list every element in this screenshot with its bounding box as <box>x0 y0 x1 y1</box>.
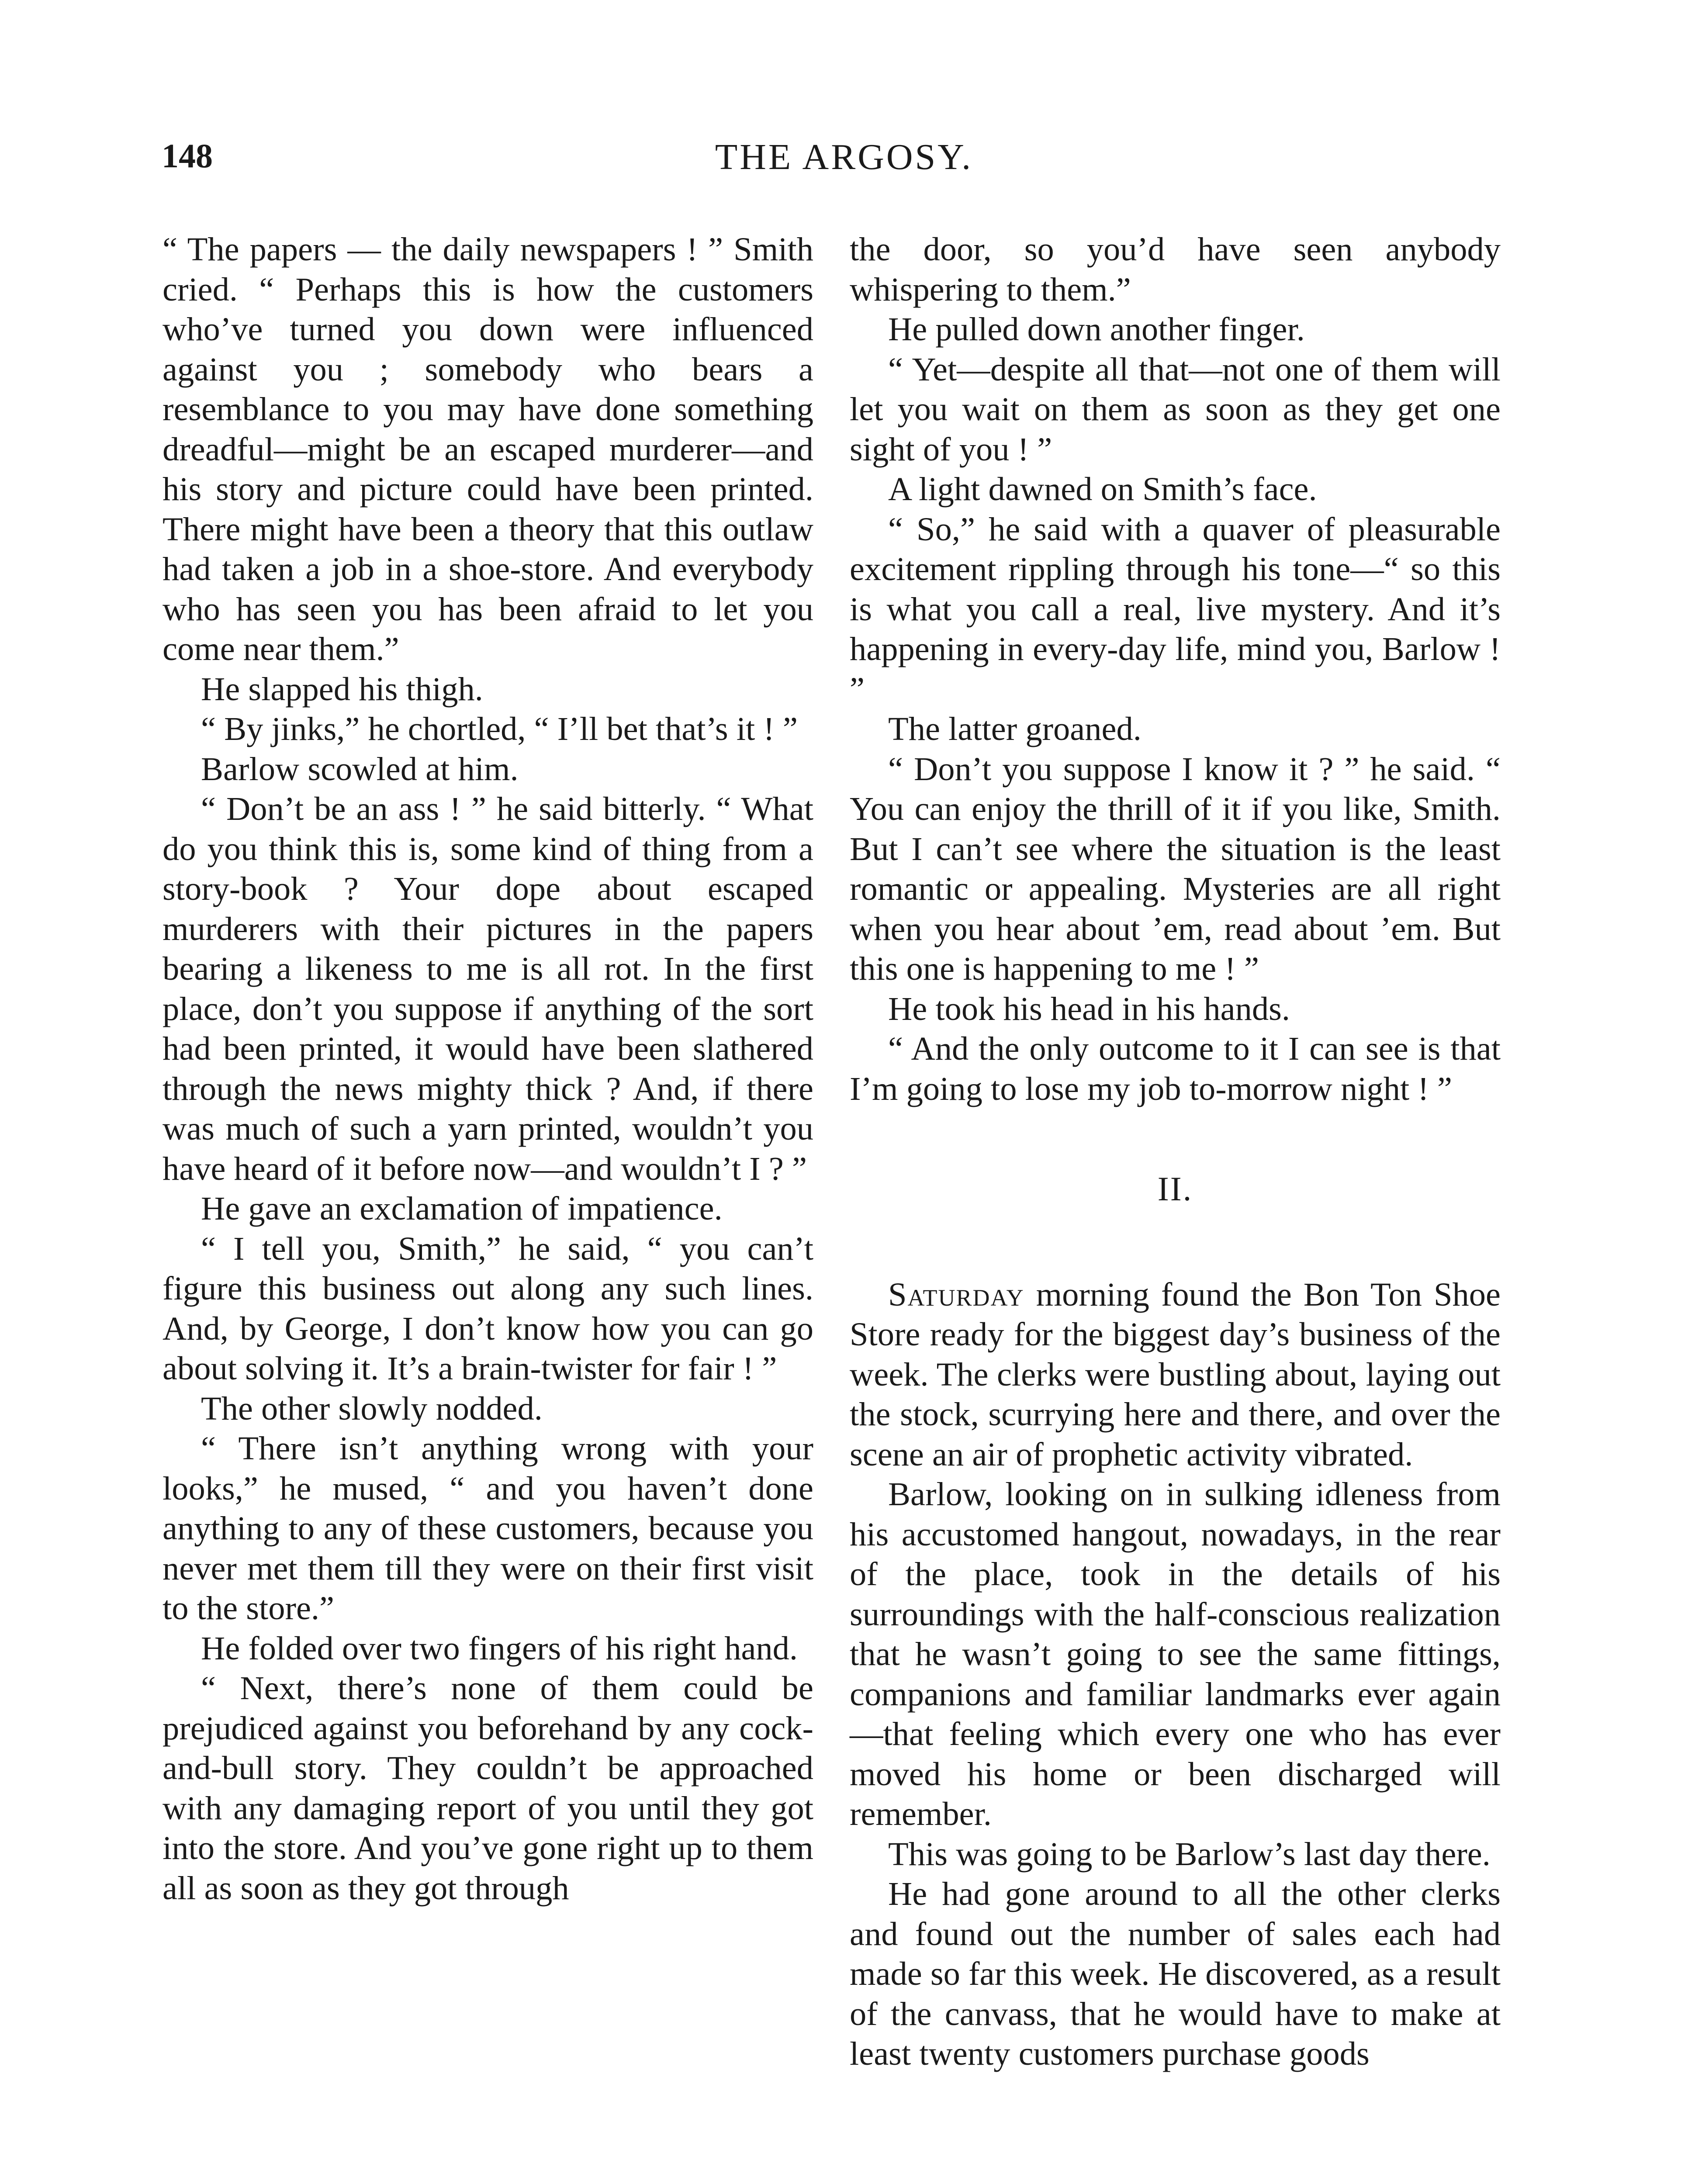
paragraph: He slapped his thigh. <box>201 670 483 708</box>
paragraph: This was going to be Barlow’s last day there. <box>888 1835 1491 1873</box>
paragraph: He had gone around to all the other clerks and found out the number of sales each had made so far this week. He discovered, as a result of the canvass, that he would have to make at least twenty customers purchase goods <box>850 1875 1501 2072</box>
paragraph: He folded over two fingers of his right hand. <box>201 1629 798 1667</box>
paragraph: Barlow, looking on in sulking idleness from his accustomed hangout, nowadays, in the rear of the place, took in the details of his surroundings with the half-conscious realization that he wasn’t going to see the same fittings, companions and familiar landmarks ever again—that feeling which every one who has ever moved his home or been discharged will remember. <box>850 1476 1501 1832</box>
paragraph: The other slowly nodded. <box>201 1389 543 1427</box>
paragraph: The latter groaned. <box>888 710 1141 747</box>
paragraph: “ Yet—despite all that—not one of them will let you wait on them as soon as they get one sight of you ! ” <box>850 350 1501 468</box>
opening-word: Saturday <box>888 1275 1024 1313</box>
paragraph: “ I tell you, Smith,” he said, “ you can’t figure this business out along any such lines. And, by George, I don’t know how you can go about solving it. It’s a brain-twister for fair ! ” <box>163 1230 813 1387</box>
paragraph <box>850 1275 1501 1475</box>
right-column <box>850 229 1501 2074</box>
paragraph: the door, so you’d have seen anybody whispering to them.” <box>850 231 1501 308</box>
running-title: THE ARGOSY. <box>715 137 973 177</box>
left-column <box>163 229 813 1908</box>
paragraph: “ Don’t you suppose I know it ? ” he said. “ You can enjoy the thrill of it if you like, Smith. But I can’t see where the situation is the least romantic or appealing. Mysteries are all right when you hear about ’em, read about ’em. But this one is happening to me ! ” <box>850 750 1501 987</box>
paragraph: “ So,” he said with a quaver of pleasurable excitement rippling through his tone—“ so this is what you call a real, live mystery. And it’s happening in every-day life, mind you, Barlow ! ” <box>850 510 1501 708</box>
paragraph: He gave an exclamation of impatience. <box>201 1190 723 1227</box>
section-heading: II. <box>1157 1170 1193 1208</box>
paragraph: “ And the only outcome to it I can see is that I’m going to lose my job to-morrow night ! ” <box>850 1030 1501 1107</box>
paragraph: He pulled down another finger. <box>888 311 1305 348</box>
paragraph: “ Don’t be an ass ! ” he said bitterly. “ What do you think this is, some kind of thing from a story-book ? Your dope about escaped murderers with their pictures in the papers bearing a likeness to me is all rot. In the first place, don’t you suppose if anything of the sort had been printed, it would have been slathered through the news mighty thick ? And, if there was much of such a yarn printed, wouldn’t you have heard of it before now—and wouldn’t I ? ” <box>163 790 813 1187</box>
paragraph: A light dawned on Smith’s face. <box>888 470 1317 508</box>
paragraph-text: morning found the Bon Ton Shoe Store ready for the biggest day’s business of the week. The clerks were bustling about, laying out the stock, scurrying here and there, and over the scene an air of prophetic activity vibrated. <box>850 1275 1501 1473</box>
paragraph: “ By jinks,” he chortled, “ I’ll bet that’s it ! ” <box>201 710 798 747</box>
paragraph: He took his head in his hands. <box>888 990 1290 1027</box>
paragraph: Barlow scowled at him. <box>201 750 519 788</box>
paragraph: “ There isn’t anything wrong with your looks,” he mused, “ and you haven’t done anything to any of these customers, because you never met them till they were on their first visit to the store.” <box>163 1430 813 1627</box>
paragraph: “ Next, there’s none of them could be prejudiced against you beforehand by any cock-and-bull story. They couldn’t be approached with any damaging report of you until they got into the store. And you’ve gone right up to them all as soon as they got through <box>163 1669 813 1907</box>
page-number: 148 <box>162 137 213 175</box>
paragraph: “ The papers — the daily newspapers ! ” Smith cried. “ Perhaps this is how the customers who’ve turned you down were influenced against you ; somebody who bears a resemblance to you may have done something dreadful—might be an escaped murderer—and his story and picture could have been printed. There might have been a theory that this outlaw had taken a job in a shoe-store. And everybody who has seen you has been afraid to let you come near them.” <box>163 231 813 667</box>
